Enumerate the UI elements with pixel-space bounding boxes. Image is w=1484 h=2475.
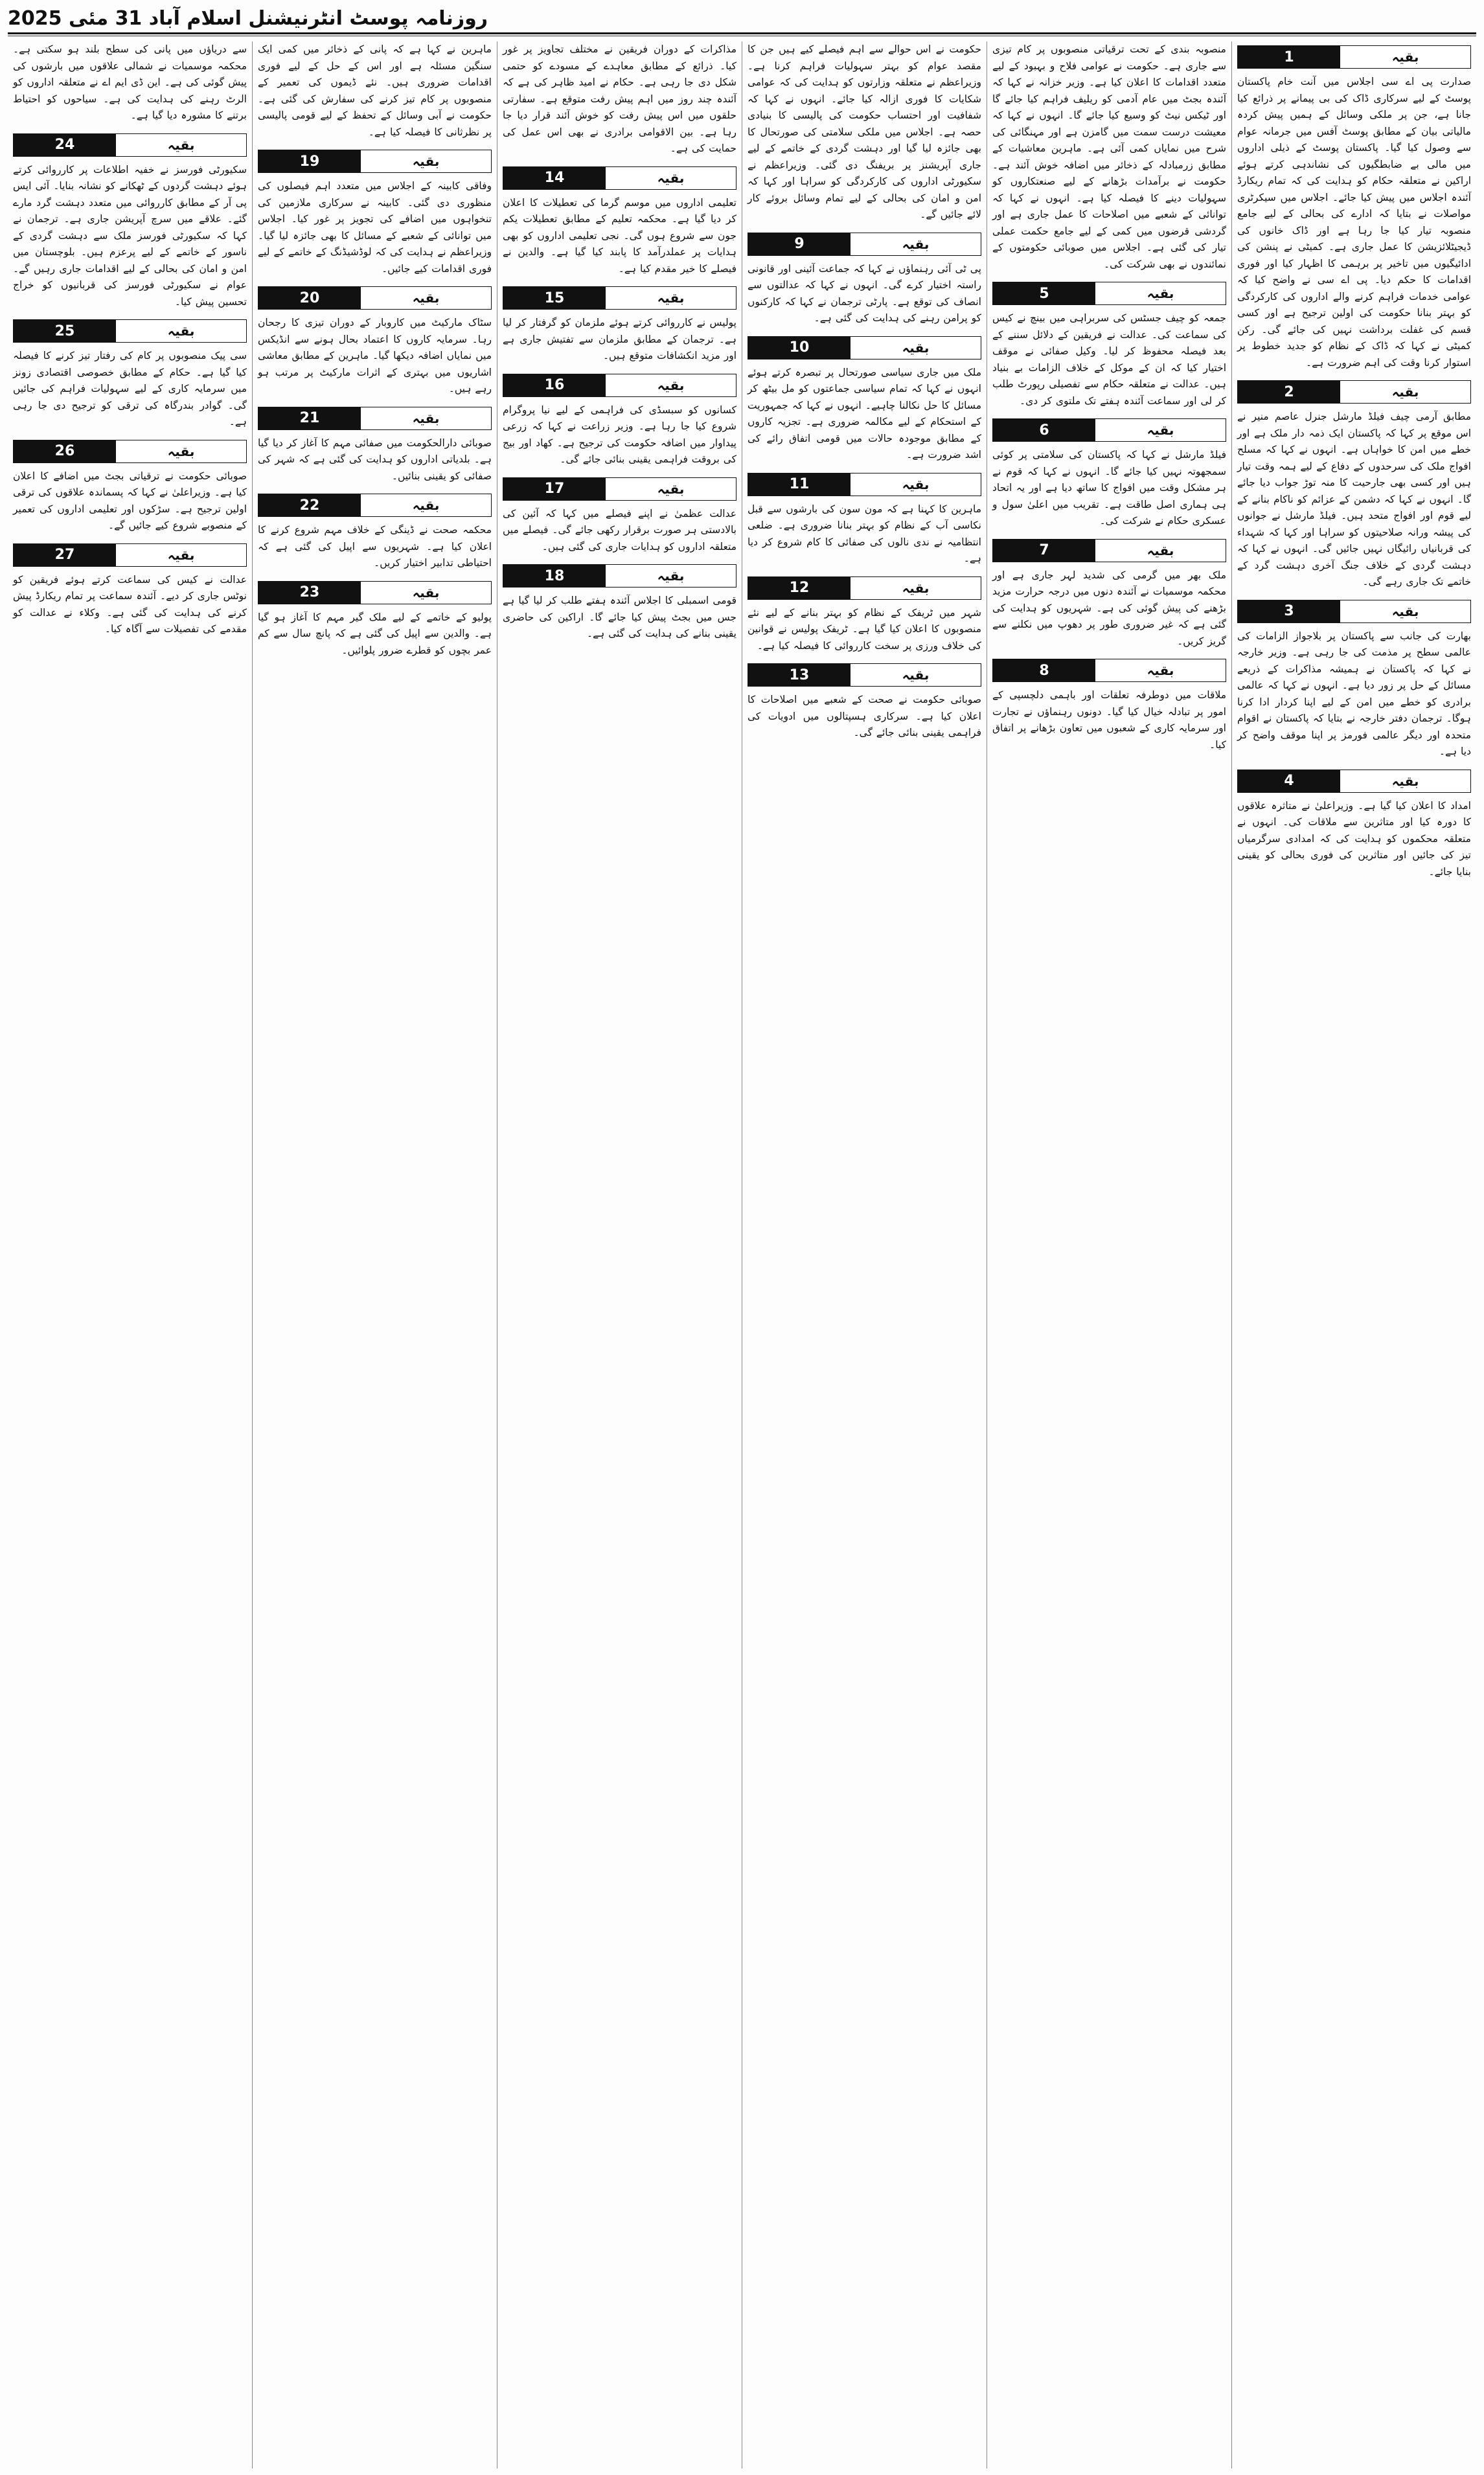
continuation-number: 7 — [993, 540, 1095, 562]
article-text: منصوبہ بندی کے تحت ترقیاتی منصوبوں پر کام تیزی سے جاری ہے۔ حکومت نے عوامی فلاح و بہبود کے لیے متعدد اقدامات کا اعلان کیا ہے۔ وزیر خزانہ نے کہا کہ آئندہ بجٹ میں عام آدمی کو ریلیف فراہم کیا جائے گا اور ٹیکس نیٹ کو وسیع کیا جائے گا۔ انہوں نے کہا کہ معیشت درست سمت میں گامزن ہے اور مہنگائی کی شرح میں نمایاں کمی آئی ہے۔ ماہرین معاشیات کے مطابق زرمبادلہ کے ذخائر میں اضافہ خوش آئند ہے۔ حکومت نے برآمدات بڑھانے کے لیے صنعتکاروں کو سہولیات دینے کا فیصلہ کیا ہے۔ انہوں نے کہا کہ توانائی کے شعبے میں اصلاحات کا عمل جاری ہے اور گردشی قرضوں میں کمی کے لیے جامع حکمت عملی تیار کی گئی ہے۔ اجلاس میں صوبائی حکومتوں کے نمائندوں نے بھی شرکت کی۔ — [992, 43, 1226, 270]
article-block — [503, 286, 736, 365]
continuation-label — [503, 477, 736, 501]
article-block — [748, 336, 981, 464]
article-block — [748, 576, 981, 655]
continuation-word: بقیہ — [1340, 600, 1470, 622]
continuation-number: 4 — [1238, 770, 1340, 792]
article-text: مذاکرات کے دوران فریقین نے مختلف تجاویز پر غور کیا۔ ذرائع کے مطابق معاہدے کے مسودے کو حتمی شکل دی جا رہی ہے۔ حکام نے امید ظاہر کی ہے کہ آئندہ چند روز میں اہم پیش رفت متوقع ہے۔ سفارتی حلقوں میں اس پیش رفت کو خوش آئند قرار دیا جا رہا ہے۔ بین الاقوامی برادری نے بھی اس عمل کی حمایت کی ہے۔ — [503, 43, 736, 154]
article-text: پی ٹی آئی رہنماؤں نے کہا کہ جماعت آئینی اور قانونی راستہ اختیار کرے گی۔ انہوں نے کہا کہ عدالتوں سے انصاف کی توقع ہے۔ پارٹی ترجمان نے کہا کہ کارکنوں کو پرامن رہنے کی ہدایت کی گئی ہے۔ — [748, 262, 981, 324]
continuation-label — [1237, 45, 1471, 69]
continuation-label — [748, 336, 981, 359]
continuation-label — [258, 286, 492, 310]
continuation-word: بقیہ — [606, 374, 736, 396]
article-text: ماہرین نے کہا ہے کہ پانی کے ذخائر میں کمی ایک سنگین مسئلہ ہے اور اس کے حل کے لیے فوری اقدامات ضروری ہیں۔ نئے ڈیموں کی تعمیر کے منصوبوں پر کام تیز کرنے کی سفارش کی گئی ہے۔ حکومت نے آبی وسائل کے تحفظ کے لیے قومی پالیسی پر نظرثانی کا فیصلہ کیا ہے۔ — [258, 43, 492, 138]
article-block — [503, 477, 736, 556]
continuation-label — [992, 418, 1226, 442]
article-text: شہر میں ٹریفک کے نظام کو بہتر بنانے کے لیے نئے منصوبوں کا اعلان کیا گیا ہے۔ ٹریفک پولیس نے قوانین کی خلاف ورزی پر سخت کارروائی کا فیصلہ کیا ہے۔ — [748, 606, 981, 652]
continuation-word: بقیہ — [361, 287, 491, 309]
continuation-number: 9 — [748, 233, 850, 255]
article-text: قومی اسمبلی کا اجلاس آئندہ ہفتے طلب کر لیا گیا ہے جس میں بجٹ پیش کیا جائے گا۔ اراکین کی حاضری یقینی بنانے کی ہدایت کی گئی ہے۔ — [503, 595, 736, 639]
column-6 — [8, 41, 252, 2469]
article-block — [503, 374, 736, 468]
continuation-label — [1237, 380, 1471, 404]
continuation-label — [13, 319, 247, 343]
article-text: صوبائی حکومت نے صحت کے شعبے میں اصلاحات کا اعلان کیا ہے۔ سرکاری ہسپتالوں میں ادویات کی فراہمی یقینی بنائی جائے گی۔ — [748, 694, 981, 738]
article-text: صوبائی دارالحکومت میں صفائی مہم کا آغاز کر دیا گیا ہے۔ بلدیاتی اداروں کو ہدایت کی گئی ہے کہ شہر کی صفائی کو یقینی بنائیں۔ — [258, 437, 492, 482]
continuation-word: بقیہ — [116, 320, 246, 342]
continuation-word: بقیہ — [116, 544, 246, 566]
continuation-word: بقیہ — [116, 134, 246, 156]
continuation-word: بقیہ — [1095, 659, 1226, 681]
article-text: امداد کا اعلان کیا گیا ہے۔ وزیراعلیٰ نے متاثرہ علاقوں کا دورہ کیا اور متاثرین سے ملاقات کی۔ انہوں نے متعلقہ محکموں کو ہدایت کی کہ امدادی سرگرمیاں تیز کی جائیں اور متاثرین کی فوری بحالی کو یقینی بنایا جائے۔ — [1237, 799, 1471, 878]
continuation-number: 18 — [503, 565, 606, 587]
article-text: ملاقات میں دوطرفہ تعلقات اور باہمی دلچسپی کے امور پر تبادلہ خیال کیا گیا۔ دونوں رہنماؤں نے تجارت اور سرمایہ کاری کے شعبوں میں تعاون بڑھانے پر اتفاق کیا۔ — [992, 689, 1226, 751]
article-text: سکیورٹی فورسز نے خفیہ اطلاعات پر کارروائی کرتے ہوئے دہشت گردوں کے ٹھکانے کو نشانہ بنایا۔ آئی ایس پی آر کے مطابق کارروائی میں متعدد دہشت گرد مارے گئے۔ علاقے میں سرچ آپریشن جاری ہے۔ ترجمان نے کہا کہ سکیورٹی فورسز ملک سے دہشت گردی کے ناسور کے خاتمے کے لیے پرعزم ہیں۔ بلوچستان میں امن و امان کی بحالی کے لیے اقدامات جاری رہیں گے۔ عوام نے سکیورٹی فورسز کی قربانیوں کو خراج تحسین پیش کیا۔ — [13, 163, 247, 308]
continuation-word: بقیہ — [361, 407, 491, 429]
continuation-label — [992, 539, 1226, 562]
article-block — [258, 407, 492, 485]
continuation-number: 3 — [1238, 600, 1340, 622]
continuation-number: 16 — [503, 374, 606, 396]
article-text: ملک میں جاری سیاسی صورتحال پر تبصرہ کرتے ہوئے انہوں نے کہا کہ تمام سیاسی جماعتوں کو مل بیٹھ کر مسائل کا حل نکالنا چاہیے۔ انہوں نے کہا کہ جمہوریت کے استحکام کے لیے مکالمہ ضروری ہے۔ تجزیہ کاروں کے مطابق موجودہ حالات میں قومی اتفاق رائے کی اشد ضرورت ہے۔ — [748, 366, 981, 461]
continuation-number: 15 — [503, 287, 606, 309]
article-block — [992, 659, 1226, 753]
continuation-word: بقیہ — [606, 167, 736, 189]
article-text: ماہرین کا کہنا ہے کہ مون سون کی بارشوں سے قبل نکاسی آب کے نظام کو بہتر بنانا ضروری ہے۔ ضلعی انتظامیہ نے ندی نالوں کی صفائی کا کام شروع کر دیا ہے۔ — [748, 503, 981, 564]
article-text: جمعہ کو چیف جسٹس کی سربراہی میں بینچ نے کیس کی سماعت کی۔ عدالت نے فریقین کے دلائل سننے کے بعد فیصلہ محفوظ کر لیا۔ وکیل صفائی نے موقف اختیار کیا کہ ان کے موکل کے خلاف الزامات بے بنیاد ہیں۔ عدالت نے متعلقہ حکام سے تفصیلی رپورٹ طلب کر لی اور سماعت آئندہ ہفتے تک ملتوی کر دی۔ — [992, 312, 1226, 407]
continuation-number: 17 — [503, 478, 606, 500]
continuation-word: بقیہ — [1095, 419, 1226, 441]
article-text: پولیو کے خاتمے کے لیے ملک گیر مہم کا آغاز ہو گیا ہے۔ والدین سے اپیل کی گئی ہے کہ پانچ سال سے کم عمر بچوں کو قطرے ضرور پلوائیں۔ — [258, 611, 492, 656]
continuation-label — [748, 663, 981, 687]
masthead-title: روزنامہ پوسٹ انٹرنیشنل اسلام آباد 31 مئی 2025 — [8, 6, 488, 30]
continuation-label — [748, 473, 981, 496]
continuation-number: 22 — [258, 494, 361, 516]
continuation-number: 19 — [258, 150, 361, 172]
continuation-number: 5 — [993, 282, 1095, 304]
continuation-number: 14 — [503, 167, 606, 189]
continuation-word: بقیہ — [361, 582, 491, 604]
article-text: حکومت نے اس حوالے سے اہم فیصلے کیے ہیں جن کا مقصد عوام کو بہتر سہولیات فراہم کرنا ہے۔ وزیراعظم نے متعلقہ وزارتوں کو ہدایت کی کہ عوامی شکایات کا فوری ازالہ کیا جائے۔ انہوں نے کہا کہ شفافیت اور احتساب حکومت کی پالیسی کا بنیادی حصہ ہے۔ اجلاس میں ملکی سلامتی کی صورتحال کا بھی جائزہ لیا گیا اور دہشت گردی کے خاتمے کے لیے جاری آپریشنز پر بریفنگ دی گئی۔ وزیراعظم نے سکیورٹی اداروں کی کارکردگی کو سراہا اور کہا کہ امن و امان کی بحالی کے لیے تمام وسائل بروئے کار لائے جائیں گے۔ — [748, 43, 981, 220]
article-block — [258, 41, 492, 141]
article-text: ملک بھر میں گرمی کی شدید لہر جاری ہے اور محکمہ موسمیات نے آئندہ دنوں میں درجہ حرارت مزید بڑھنے کی پیش گوئی کی ہے۔ شہریوں کو ہدایت کی گئی ہے کہ غیر ضروری طور پر دھوپ میں نکلنے سے گریز کریں۔ — [992, 569, 1226, 647]
article-block — [992, 282, 1226, 409]
continuation-label — [258, 581, 492, 604]
continuation-number: 12 — [748, 577, 850, 599]
masthead — [8, 4, 1476, 34]
continuation-word: بقیہ — [1095, 540, 1226, 562]
article-text: سی پیک منصوبوں پر کام کی رفتار تیز کرنے کا فیصلہ کیا گیا ہے۔ حکام کے مطابق خصوصی اقتصادی زونز میں سرمایہ کاری کے لیے سہولیات فراہم کی جائیں گی۔ گوادر بندرگاہ کی ترقی کو ترجیح دی جا رہی ہے۔ — [13, 350, 247, 428]
article-text: محکمہ صحت نے ڈینگی کے خلاف مہم شروع کرنے کا اعلان کیا ہے۔ شہریوں سے اپیل کی گئی ہے کہ احتیاطی تدابیر اختیار کریں۔ — [258, 524, 492, 569]
article-block — [992, 418, 1226, 530]
article-text: عدالت عظمیٰ نے اپنے فیصلے میں کہا کہ آئین کی بالادستی ہر صورت برقرار رکھی جائے گی۔ فیصلے میں متعلقہ اداروں کو ہدایات جاری کی گئی ہیں۔ — [503, 507, 736, 553]
continuation-label — [503, 374, 736, 397]
continuation-number: 21 — [258, 407, 361, 429]
article-text: سٹاک مارکیٹ میں کاروبار کے دوران تیزی کا رجحان رہا۔ سرمایہ کاروں کا اعتماد بحال ہونے سے انڈیکس میں نمایاں اضافہ دیکھا گیا۔ ماہرین کے مطابق معاشی اشاریوں میں بہتری کے اثرات مارکیٹ پر مرتب ہو رہے ہیں۔ — [258, 317, 492, 394]
continuation-number: 27 — [14, 544, 116, 566]
article-text: صدارت پی اے سی اجلاس میں آنت خام پاکستان پوسٹ کے لیے سرکاری ڈاک کی بی پیمانے پر ذرائع کیا جانا ہے، جن پر ملکی وسائل کے ہمیں پیش کردہ مالیاتی بیان کے مطابق پوسٹ آفس میں جرمانہ عوام سے وصول کیا گیا۔ پاکستان پوسٹ کے ذیلی اداروں میں مالی بے ضابطگیوں کی نشاندہی کرتے ہوئے اراکین نے متعلقہ حکام کو ہدایت کی کہ تمام ریکارڈ آئندہ اجلاس میں پیش کیا جائے۔ اجلاس میں سیکرٹری مواصلات نے بتایا کہ ادارے کی بحالی کے لیے جامع منصوبہ تیار کیا جا رہا ہے اور ڈاک خانوں کی ڈیجیٹلائزیشن کا عمل جاری ہے۔ کمیٹی نے پنشن کی ادائیگیوں میں تاخیر پر برہمی کا اظہار کیا اور فوری اقدامات کا حکم دیا۔ پی اے سی نے واضح کیا کہ عوامی خدمات فراہم کرنے والے اداروں کی کارکردگی کو بہتر بنانا حکومت کی اولین ترجیح ہے اور کسی قسم کی غفلت برداشت نہیں کی جائے گی۔ رکن کمیٹی نے کہا کہ ڈاک کے نظام کو جدید خطوط پر استوار کرنا وقت کی اہم ضرورت ہے۔ — [1237, 76, 1471, 369]
columns-container — [8, 41, 1476, 2469]
continuation-label — [748, 233, 981, 256]
article-block — [992, 539, 1226, 650]
continuation-label — [13, 133, 247, 157]
continuation-word: بقیہ — [850, 233, 981, 255]
article-text: صوبائی حکومت نے ترقیاتی بجٹ میں اضافے کا اعلان کیا ہے۔ وزیراعلیٰ نے کہا کہ پسماندہ علاقوں کی ترقی اولین ترجیح ہے۔ سڑکوں اور تعلیمی اداروں کی تعمیر کے منصوبے شروع کیے جائیں گے۔ — [13, 470, 247, 531]
continuation-label — [258, 407, 492, 430]
continuation-label — [1237, 600, 1471, 623]
article-block — [258, 150, 492, 277]
continuation-label — [258, 494, 492, 517]
article-block — [503, 41, 736, 157]
article-block — [13, 41, 247, 124]
continuation-word: بقیہ — [361, 494, 491, 516]
continuation-number: 1 — [1238, 46, 1340, 68]
article-text: تعلیمی اداروں میں موسم گرما کی تعطیلات کا اعلان کر دیا گیا ہے۔ محکمہ تعلیم کے مطابق تعطیلات یکم جون سے شروع ہوں گی۔ نجی تعلیمی اداروں کو بھی ہدایات پر عملدرآمد کا پابند کیا گیا ہے۔ والدین نے فیصلے کا خیر مقدم کیا ہے۔ — [503, 196, 736, 275]
article-block — [13, 440, 247, 534]
article-block — [1237, 770, 1471, 881]
continuation-number: 13 — [748, 664, 850, 686]
continuation-word: بقیہ — [850, 664, 981, 686]
article-block — [1237, 45, 1471, 371]
article-block — [13, 133, 247, 311]
column-1 — [1231, 41, 1476, 2469]
article-text: پولیس نے کارروائی کرتے ہوئے ملزمان کو گرفتار کر لیا ہے۔ ترجمان کے مطابق ملزمان سے تفتیش جاری ہے اور مزید انکشافات متوقع ہیں۔ — [503, 317, 736, 361]
continuation-word: بقیہ — [1340, 46, 1470, 68]
continuation-word: بقیہ — [850, 577, 981, 599]
continuation-label — [503, 286, 736, 310]
continuation-number: 8 — [993, 659, 1095, 681]
article-text: فیلڈ مارشل نے کہا کہ پاکستان کی سلامتی پر کوئی سمجھوتہ نہیں کیا جائے گا۔ انہوں نے کہا کہ قوم نے ہر مشکل وقت میں افواج کا ساتھ دیا ہے اور یہ اتحاد ہی ہماری اصل طاقت ہے۔ تقریب میں اعلیٰ سول و عسکری حکام نے شرکت کی۔ — [992, 449, 1226, 527]
continuation-label — [503, 166, 736, 190]
continuation-word: بقیہ — [606, 478, 736, 500]
continuation-number: 23 — [258, 582, 361, 604]
article-block — [748, 663, 981, 742]
continuation-word: بقیہ — [1340, 381, 1470, 403]
article-block — [992, 41, 1226, 273]
article-text: سے دریاؤں میں پانی کی سطح بلند ہو سکتی ہے۔ محکمہ موسمیات نے شمالی علاقوں میں بارشوں کی پیش گوئی کی ہے۔ این ڈی ایم اے نے متعلقہ اداروں کو الرٹ رہنے کی ہدایت کی ہے۔ سیاحوں کو احتیاط برتنے کا مشورہ دیا گیا ہے۔ — [13, 43, 247, 121]
article-block — [258, 494, 492, 572]
article-block — [503, 166, 736, 278]
continuation-word: بقیہ — [850, 473, 981, 496]
continuation-label — [13, 440, 247, 463]
continuation-label — [748, 576, 981, 600]
article-block — [1237, 600, 1471, 760]
article-text: وفاقی کابینہ کے اجلاس میں متعدد اہم فیصلوں کی منظوری دی گئی۔ کابینہ نے سرکاری ملازمین کی تنخواہوں میں اضافے کی تجویز پر غور کیا۔ اجلاس میں توانائی کے شعبے کے مسائل کا بھی جائزہ لیا گیا۔ وزیراعظم نے ہدایت کی کہ لوڈشیڈنگ کے خاتمے کے لیے فوری اقدامات کیے جائیں۔ — [258, 180, 492, 275]
continuation-number: 26 — [14, 440, 116, 462]
article-block — [748, 473, 981, 567]
continuation-label — [503, 564, 736, 587]
continuation-label — [13, 543, 247, 567]
column-4 — [497, 41, 742, 2469]
continuation-number: 11 — [748, 473, 850, 496]
article-block — [1237, 380, 1471, 591]
article-block — [13, 319, 247, 431]
continuation-label — [992, 282, 1226, 305]
continuation-word: بقیہ — [606, 565, 736, 587]
continuation-word: بقیہ — [606, 287, 736, 309]
continuation-number: 25 — [14, 320, 116, 342]
article-text: بھارت کی جانب سے پاکستان پر بلاجواز الزامات کی عالمی سطح پر مذمت کی جا رہی ہے۔ وزیر خارجہ نے کہا کہ پاکستان نے ہمیشہ مذاکرات کے ذریعے مسائل کے حل پر زور دیا ہے۔ انہوں نے کہا کہ عالمی برادری کو خطے میں امن کے لیے اپنا کردار ادا کرنا ہوگا۔ ترجمان دفتر خارجہ نے بتایا کہ پاکستان نے اقوام متحدہ اور دیگر عالمی فورمز پر اپنا موقف واضح کر دیا ہے۔ — [1237, 630, 1471, 757]
continuation-word: بقیہ — [361, 150, 491, 172]
continuation-label — [1237, 770, 1471, 793]
article-block — [503, 564, 736, 643]
article-text: کسانوں کو سبسڈی کی فراہمی کے لیے نیا پروگرام شروع کیا جا رہا ہے۔ وزیر زراعت نے کہا کہ زرعی پیداوار میں اضافہ حکومت کی ترجیح ہے۔ کھاد اور بیج کی بروقت فراہمی یقینی بنائی جائے گی۔ — [503, 404, 736, 465]
continuation-word: بقیہ — [1095, 282, 1226, 304]
continuation-number: 20 — [258, 287, 361, 309]
article-block — [748, 41, 981, 223]
continuation-word: بقیہ — [116, 440, 246, 462]
article-block — [748, 233, 981, 327]
article-block — [258, 286, 492, 398]
continuation-number: 6 — [993, 419, 1095, 441]
column-5 — [252, 41, 497, 2469]
article-block — [258, 581, 492, 659]
continuation-label — [992, 659, 1226, 682]
continuation-word: بقیہ — [1340, 770, 1470, 792]
article-block — [13, 543, 247, 638]
continuation-number: 2 — [1238, 381, 1340, 403]
continuation-number: 24 — [14, 134, 116, 156]
continuation-number: 10 — [748, 337, 850, 359]
article-text: عدالت نے کیس کی سماعت کرتے ہوئے فریقین کو نوٹس جاری کر دیے۔ آئندہ سماعت پر تمام ریکارڈ پیش کرنے کی ہدایت کی گئی ہے۔ وکلاء نے عدالت کو مقدمے کی تفصیلات سے آگاہ کیا۔ — [13, 573, 247, 635]
continuation-label — [258, 150, 492, 173]
article-text: مطابق آرمی چیف فیلڈ مارشل جنرل عاصم منیر نے اس موقع پر کہا کہ پاکستان ایک ذمہ دار ملک ہے اور خطے میں امن کا خواہاں ہے۔ انہوں نے کہا کہ مسلح افواج ملک کی سرحدوں کے دفاع کے لیے ہمہ وقت تیار ہیں اور کسی بھی جارحیت کا منہ توڑ جواب دیا جائے گا۔ انہوں نے کہا کہ دشمن کے عزائم کو ناکام بنانے کے لیے قوم اور افواج متحد ہیں۔ فیلڈ مارشل نے جوانوں کی پیشہ ورانہ صلاحیتوں کو سراہا اور کہا کہ شہداء کی قربانیاں رائیگاں نہیں جائیں گی۔ انہوں نے کہا کہ دہشت گردی کے خلاف جنگ آخری دہشت گرد کے خاتمے تک جاری رہے گی۔ — [1237, 411, 1471, 587]
column-2 — [987, 41, 1231, 2469]
column-3 — [742, 41, 987, 2469]
continuation-word: بقیہ — [850, 337, 981, 359]
